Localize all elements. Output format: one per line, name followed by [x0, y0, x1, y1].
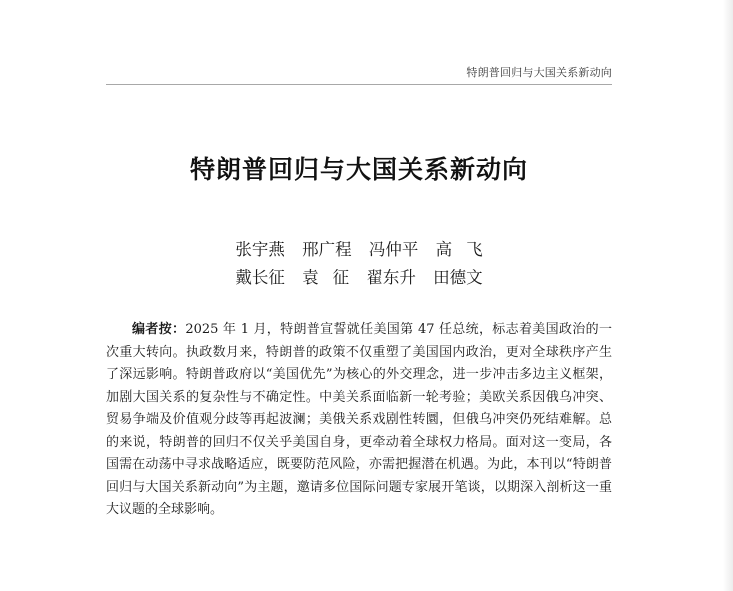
author-name: 戴长征 [235, 268, 285, 287]
page-edge-shadow [723, 0, 733, 591]
article-title: 特朗普回归与大国关系新动向 [189, 155, 528, 184]
author-name: 翟东升 [366, 268, 416, 287]
author-name: 邢广程 [302, 240, 352, 259]
author-name: 张宇燕 [235, 240, 285, 259]
author-name: 袁征 [302, 268, 364, 287]
author-line-2 [106, 264, 612, 288]
author-name: 高飞 [435, 240, 497, 259]
editor-note-colon: ： [172, 322, 186, 337]
author-name: 冯仲平 [368, 240, 419, 259]
running-header: 特朗普回归与大国关系新动向 [466, 66, 612, 79]
author-name: 田德文 [433, 268, 483, 287]
header-rule [106, 84, 612, 85]
editor-note-label: 编者按 [132, 322, 173, 337]
author-line-1 [106, 236, 612, 260]
editor-note [106, 319, 612, 522]
editor-note-text: 2025 年 1 月，特朗普宣誓就任美国第 47 任总统，标志着美国政治的一次重大转向。执政数月来，特朗普的政策不仅重塑了美国国内政治，更对全球秩序产生了深远影响。特朗普政府以“美国优先”为核心的外交理念，进一步冲击多边主义框架，加剧大国关系的复杂性与不确定性。中美关系面临新一轮考验；美欧关系因俄乌冲突、贸易争端及价值观分歧等再起波澜；美俄关系戏剧性转圜，但俄乌冲突仍死结难解。总的来说，特朗普的回归不仅关乎美国自身，更牵动着全球权力格局。面对这一变局，各国需在动荡中寻求战略适应，既要防范风险，亦需把握潜在机遇。为此，本刊以“特朗普回归与大国关系新动向”为主题，邀请多位国际问题专家展开笔谈，以期深入剖析这一重大议题的全球影响。 [106, 322, 612, 517]
